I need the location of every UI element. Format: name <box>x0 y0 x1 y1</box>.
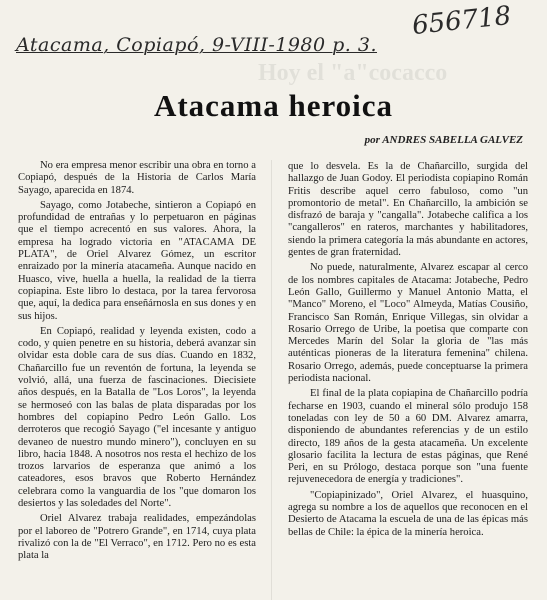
article-paragraph: El final de la plata copiapina de Chañarcillo podría fecharse en 1903, cuando el mineral sólo produjo 158 toneladas con ley de 50 a 60 DM. Alvarez amarra, disponiendo de abundantes referencias y de un estilo directo, 189 años de la gesta atacameña. Un excelente glosario facilita la lectura de estas páginas, que René Peri, en su Prólogo, destaca porque son "una fuente rejuvenecedora de energía y tradiciones". <box>288 388 528 486</box>
article-paragraph: En Copiapó, realidad y leyenda existen, codo a codo, y quien penetre en su historia, deberá avanzar sin olvidar esta doble cara de sus días. Cuando en 1832, Chañarcillo fue un reventón de fortuna, la leyenda se volvió, allá, una fuerza de fascinaciones. Diecisiete años después, en la Batalla de "Los Loros", la leyenda se hermoseó con las balas de plata disparadas por los hombres del copiapino Pedro León Gallo. Los derroteros que recogió Sayago ("el incesante y antiguo devaneo de nuestro mundo minero"), concluyen en su libro, hacia 1848. A nosotros nos resta el hechizo de los trozos larvarios de esperanza que animó a los cateadores, esos bravos que Roberto Hernández celebrara como la vanguardia de los "que domaron los desiertos y las soledades del Norte". <box>18 325 256 510</box>
article-column-left <box>18 160 256 566</box>
article-paragraph: No puede, naturalmente, Alvarez escapar al cerco de los nombres capitales de Atacama: Jotabeche, Pedro León Gallo, Guillermo y Manuel Antonio Matta, el "Manco" Moreno, el "Loco" Almeyda, Matías Cousiño, Francisco San Román, Enrique Villegas, sin olvidar a Rosario Orrego de Uribe, la poetisa que comparte con Mercedes Marín del Solar la gloria de "las más auténticas pioneras de la literatura femenina" chilena. Rosario Orrego, además, puede conceptuarse la primera periodista nacional. <box>288 262 528 385</box>
bleed-through-text: Hoy el "a"cocacco <box>258 60 448 86</box>
article-paragraph: Sayago, como Jotabeche, sintieron a Copiapó en profundidad de entrañas y lo perpetuaron en páginas que el tiempo acrecentó en sus valores. Ahora, la empresa ha logrado victoria en "ATACAMA DE PLATA", de Oriel Alvarez Gómez, un escritor enraizado por la minería atacameña. Aunque nacido en Huasco, vive, huella a huella, la realidad de la tierra copiapina. Este libro lo destaca, por la tarea fervorosa que, aquí, la dedica para enseñárnosla en sus dones y en sus hijos. <box>18 199 256 322</box>
column-divider <box>271 160 272 600</box>
article-paragraph: que lo desvela. Es la de Chañarcillo, surgida del hallazgo de Juan Godoy. El periodista copiapino Román Fritis describe aquel cerro fabuloso, como "un promontorio de metal". En Chañarcillo, la ambición se disfrazó de baraja y "cangalla". Jotabeche califica a los "cangalleros" en rateros, marchantes y habilitadores, siendo la primera categoría la más abundante en actores, gentes de gran fraternidad. <box>288 161 528 259</box>
article-paragraph: "Copiapinizado", Oriel Alvarez, el huasquino, agrega su nombre a los de aquellos que reconocen en el Desierto de Atacama la escuela de una de las épicas más bellas de Chile: la épica de la minería heroica. <box>288 489 528 538</box>
article-paragraph: No era empresa menor escribir una obra en torno a Copiapó, después de la Historia de Carlos María Sayago, aparecida en 1874. <box>18 160 256 196</box>
article-headline: Atacama heroica <box>153 88 394 123</box>
handwritten-reference-number: 656718 <box>410 0 513 42</box>
article-byline: por ANDRES SABELLA GALVEZ <box>364 134 523 146</box>
article-column-right <box>288 161 528 542</box>
handwritten-source-annotation: Atacama, Copiapó, 9-VIII-1980 p. 3. <box>16 34 378 56</box>
article-paragraph: Oriel Alvarez trabaja realidades, empezándolas por el laboreo de "Potrero Grande", en 1714, cuya plata rivalizó con la de "El Verraco", en 1712. Pero no es esta plata la <box>18 513 256 562</box>
